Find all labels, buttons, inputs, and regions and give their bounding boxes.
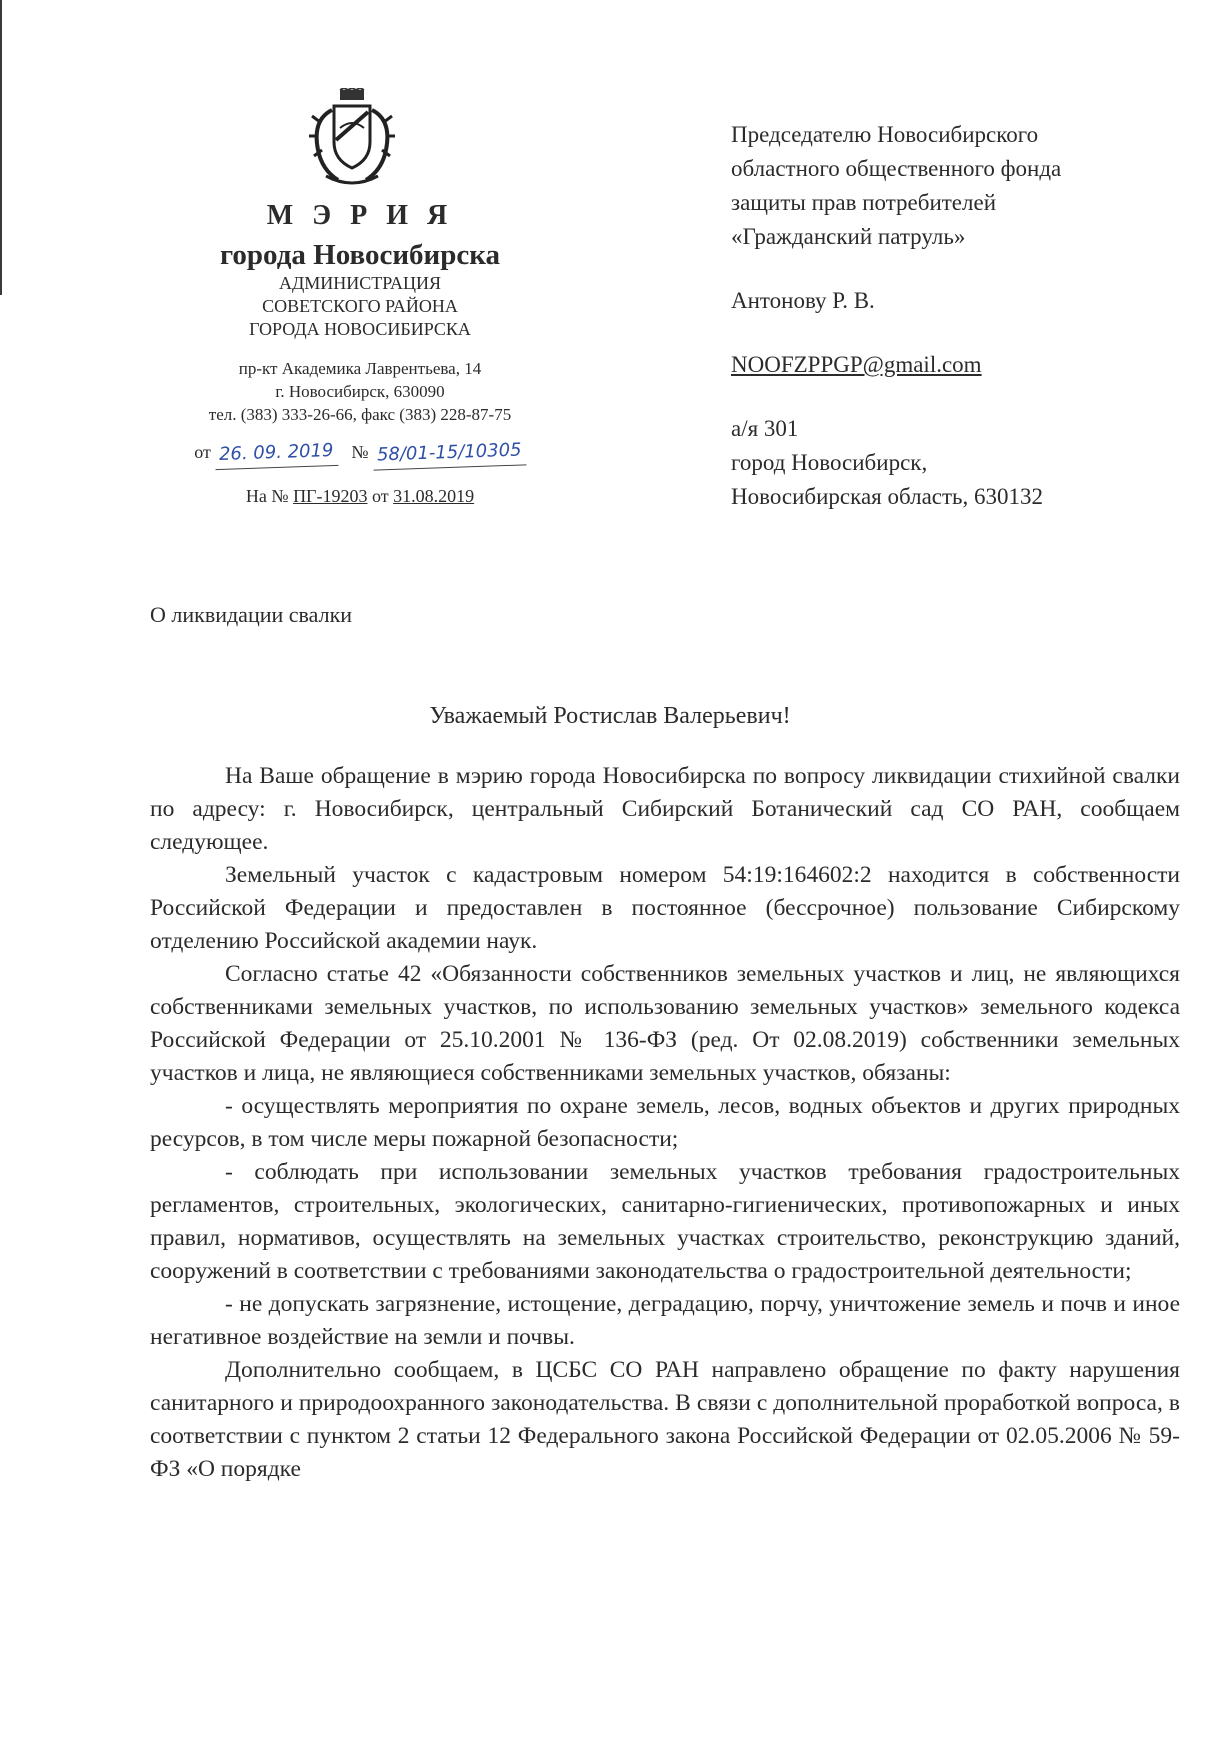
- addressee-line: Председателю Новосибирского: [731, 122, 1039, 147]
- org-sub-line: СОВЕТСКОГО РАЙОНА: [262, 296, 458, 316]
- sender-header: [120, 200, 600, 507]
- obligation-item: - соблюдать при использовании земельных участков требования градостроительных регламентов, строительных, экологических, санитарно-гигиенических, противопожарных и иных правил, нормативов, осуществлять на земельных участках строительство, реконструкцию зданий, сооружений в соответствии с требованиями законодательства о градостроительной деятельности;: [150, 1159, 1180, 1284]
- obligation-item: - не допускать загрязнение, истощение, деградацию, порчу, уничтожение земель и почв и иное негативное воздействие на земли и почвы.: [150, 1291, 1180, 1350]
- org-address: [120, 357, 600, 426]
- obligation-item: - осуществлять мероприятия по охране земель, лесов, водных объектов и других природных ресурсов, в том числе меры пожарной безопасности;: [150, 1093, 1180, 1152]
- addressee-block: [731, 118, 1191, 514]
- org-sub-line: АДМИНИСТРАЦИЯ: [279, 273, 441, 293]
- postal-line: город Новосибирск,: [731, 450, 928, 475]
- body-paragraph: Дополнительно сообщаем, в ЦСБС СО РАН направлено обращение по факту нарушения санитарного и природоохранного законодательства. В связи с дополнительной проработкой вопроса, в соответствии с пунктом 2 статьи 12 Федерального закона Российской Федерации от 02.05.2006 № 59-ФЗ «О порядке: [150, 1357, 1180, 1482]
- registration-line: [120, 438, 600, 468]
- org-sub-line: ГОРОДА НОВОСИБИРСКА: [249, 319, 471, 339]
- handwritten-number: 58/01-15/10305: [373, 436, 527, 470]
- coat-of-arms-icon: [306, 88, 398, 188]
- address-line: г. Новосибирск, 630090: [275, 382, 445, 401]
- addressee-line: областного общественного фонда: [731, 156, 1062, 181]
- reply-number: ПГ-19203: [293, 486, 368, 506]
- body-paragraph: На Ваше обращение в мэрию города Новосибирска по вопросу ликвидации стихийной свалки по адресу: г. Новосибирск, центральный Сибирский Ботанический сад СО РАН, сообщаем следующее.: [150, 763, 1180, 855]
- reply-prefix: На №: [245, 486, 289, 506]
- reply-reference: [120, 486, 600, 507]
- postal-line: Новосибирская область, 630132: [731, 484, 1044, 509]
- date-prefix: от: [194, 442, 211, 462]
- address-line: пр-кт Академика Лаврентьева, 14: [238, 359, 482, 378]
- org-title: М Э Р И Я: [266, 200, 454, 231]
- reply-from: от: [371, 486, 389, 506]
- addressee-email: NOOFZPPGP@gmail.com: [731, 352, 982, 377]
- reply-date: 31.08.2019: [393, 486, 475, 506]
- addressee-line: «Гражданский патруль»: [731, 224, 966, 249]
- scan-edge-line: [0, 0, 2, 295]
- postal-line: а/я 301: [731, 416, 799, 441]
- addressee-name: Антонову Р. В.: [731, 288, 875, 313]
- address-line: тел. (383) 333-26-66, факс (383) 228-87-75: [208, 405, 512, 424]
- handwritten-date: 26. 09. 2019: [215, 437, 338, 470]
- body-paragraph: Земельный участок с кадастровым номером 54:19:164602:2 находится в собственности Российской Федерации и предоставлен в постоянное (бессрочное) пользование Сибирскому отделению Российской академии наук.: [150, 862, 1180, 954]
- body-paragraph: Согласно статье 42 «Обязанности собственников земельных участков и лиц, не являющихся собственниками земельных участков, по использованию земельных участков» земельного кодекса Российской Федерации от 25.10.2001 № 136-ФЗ (ред. От 02.08.2019) собственники земельных участков и лица, не являющиеся собственниками земельных участков, обязаны:: [150, 961, 1180, 1086]
- org-city: города Новосибирска: [219, 239, 501, 271]
- number-prefix: №: [351, 442, 369, 462]
- greeting: Уважаемый Ростислав Валерьевич!: [429, 703, 791, 729]
- letter-body: [150, 760, 1180, 1486]
- letter-subject: О ликвидации свалки: [150, 602, 353, 627]
- addressee-line: защиты прав потребителей: [731, 190, 997, 215]
